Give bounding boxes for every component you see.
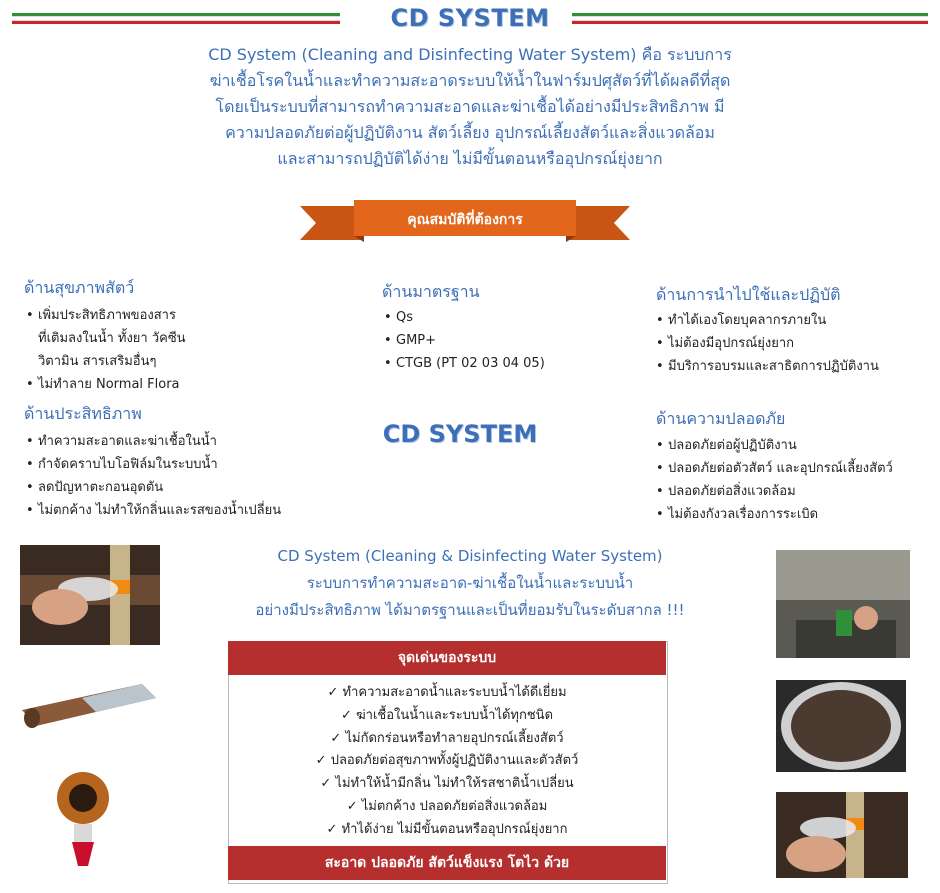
intro-line: และสามารถปฏิบัติได้ง่าย ไม่มีขั้นตอนหรืออุปกรณ์ยุ่งยาก — [277, 149, 663, 168]
tagline-line: CD System (Cleaning & Disinfecting Water System) — [277, 547, 663, 565]
photo-nipple-drinker — [52, 770, 114, 870]
bullet-icon: • — [656, 336, 664, 351]
check-icon: ✓ — [315, 753, 327, 769]
list-item: ✓ ทำได้ง่าย ไม่มีขั้นตอนหรืออุปกรณ์ยุ่งยาก — [326, 821, 568, 837]
photo-farm-worker — [776, 550, 910, 658]
check-icon: ✓ — [340, 707, 352, 723]
highlights-list — [238, 682, 656, 842]
list-item: ✓ ปลอดภัยต่อสุขภาพทั้งผู้ปฏิบัติงานและตัวสัตว์ — [315, 753, 579, 769]
bullet-icon: • — [26, 377, 34, 392]
list-item: • ปลอดภัยต่อผู้ปฏิบัติงาน — [656, 434, 893, 457]
photo-pipe-diagram — [22, 670, 164, 740]
bullet-icon: • — [26, 308, 34, 323]
photo-water-container — [776, 680, 906, 772]
list-item: ที่เติมลงในน้ำ ทั้งยา วัคซีน — [38, 331, 186, 346]
section-title-usage: ด้านการนำไปใช้และปฏิบัติ — [656, 285, 841, 304]
list-item: ✓ ฆ่าเชื้อในน้ำและระบบน้ำได้ทุกชนิด — [340, 707, 554, 723]
bullet-icon: • — [384, 310, 392, 325]
list-item: • ลดปัญหาตะกอนอุดตัน — [26, 476, 281, 499]
bullet-icon: • — [384, 356, 392, 371]
bullet-icon: • — [26, 503, 34, 518]
list-item: • ไม่ต้องมีอุปกรณ์ยุ่งยาก — [656, 332, 879, 355]
list-item: ✓ ไม่กัดกร่อนหรือทำลายอุปกรณ์เลี้ยงสัตว์ — [330, 730, 564, 746]
center-logo: CD SYSTEM — [382, 420, 538, 448]
intro-line: ความปลอดภัยต่อผู้ปฏิบัติงาน สัตว์เลี้ยง อุปกรณ์เลี้ยงสัตว์และสิ่งแวดล้อม — [225, 123, 715, 142]
list-item: • ไม่ทำลาย Normal Flora — [26, 373, 186, 396]
list-item: • ทำได้เองโดยบุคลากรภายใน — [656, 309, 879, 332]
list-item: • ไม่ต้องกังวลเรื่องการระเบิด — [656, 503, 893, 526]
intro-line: ฆ่าเชื้อโรคในน้ำและทำความสะอาดระบบให้น้ำในฟาร์มปศุสัตว์ที่ได้ผลดีที่สุด — [209, 71, 731, 90]
check-icon: ✓ — [330, 730, 342, 746]
highlights-title: จุดเด่นของระบบ — [228, 641, 666, 675]
bullet-icon: • — [26, 457, 34, 472]
list-item: • ปลอดภัยต่อตัวสัตว์ และอุปกรณ์เลี้ยงสัตว์ — [656, 457, 893, 480]
photo-bottle-drinker-2 — [776, 792, 908, 878]
list-item: • ทำความสะอาดและฆ่าเชื้อในน้ำ — [26, 430, 281, 453]
tagline — [150, 543, 790, 624]
photo-bottle-drinker — [20, 545, 160, 645]
bullet-icon: • — [26, 480, 34, 495]
page-title: CD SYSTEM — [390, 4, 550, 32]
list-item: • มีบริการอบรมและสาธิตการปฏิบัติงาน — [656, 355, 879, 378]
bullet-icon: • — [656, 461, 664, 476]
bullet-icon: • — [656, 507, 664, 522]
intro-line: CD System (Cleaning and Disinfecting Water System) คือ ระบบการ — [208, 45, 732, 64]
bullet-icon: • — [656, 359, 664, 374]
bullet-icon: • — [656, 313, 664, 328]
list-item: • CTGB (PT 02 03 04 05) — [384, 352, 545, 375]
check-icon: ✓ — [320, 776, 332, 792]
highlights-footer: สะอาด ปลอดภัย สัตว์แข็งแรง โตไว ด้วย — [228, 846, 666, 880]
efficiency-list — [26, 430, 281, 522]
list-item: ✓ ไม่ตกค้าง ปลอดภัยต่อสิ่งแวดล้อม — [346, 798, 548, 814]
list-item: ✓ ไม่ทำให้น้ำมีกลิ่น ไม่ทำให้รสชาติน้ำเปลี่ยน — [320, 776, 574, 792]
list-item: • ปลอดภัยต่อสิ่งแวดล้อม — [656, 480, 893, 503]
list-item: • Qs — [384, 306, 545, 329]
tagline-line: ระบบการทำความสะอาด-ฆ่าเชื้อในน้ำและระบบน้ำ — [306, 574, 634, 592]
list-item: • GMP+ — [384, 329, 545, 352]
list-item: • ไม่ตกค้าง ไม่ทำให้กลิ่นและรสของน้ำเปลี่ยน — [26, 499, 281, 522]
usage-list — [656, 309, 879, 378]
list-item: • กำจัดคราบไบโอฟิล์มในระบบน้ำ — [26, 453, 281, 476]
intro-line: โดยเป็นระบบที่สามารถทำความสะอาดและฆ่าเชื้อได้อย่างมีประสิทธิภาพ มี — [215, 97, 725, 116]
tagline-line: อย่างมีประสิทธิภาพ ได้มาตรฐานและเป็นที่ยอมรับในระดับสากล !!! — [255, 601, 685, 619]
safety-list — [656, 434, 893, 526]
check-icon: ✓ — [326, 821, 338, 837]
section-title-safety: ด้านความปลอดภัย — [656, 409, 786, 428]
list-item: • เพิ่มประสิทธิภาพของสาร — [26, 304, 186, 327]
check-icon: ✓ — [327, 685, 339, 700]
section-title-standards: ด้านมาตรฐาน — [382, 282, 480, 301]
bullet-icon: • — [656, 438, 664, 453]
list-item: ✓ ทำความสะอาดน้ำและระบบน้ำได้ดีเยี่ยม — [327, 685, 567, 700]
animal-health-list — [26, 304, 186, 396]
ribbon-label: คุณสมบัติที่ต้องการ — [407, 212, 523, 228]
check-icon: ✓ — [346, 798, 358, 814]
section-title-efficiency: ด้านประสิทธิภาพ — [24, 404, 142, 423]
bullet-icon: • — [384, 333, 392, 348]
section-title-animal-health: ด้านสุขภาพสัตว์ — [24, 278, 135, 297]
bullet-icon: • — [26, 434, 34, 449]
bullet-icon: • — [656, 484, 664, 499]
standards-list — [384, 306, 545, 375]
intro-paragraph — [40, 42, 900, 172]
list-item: วิตามิน สารเสริมอื่นๆ — [38, 354, 157, 369]
